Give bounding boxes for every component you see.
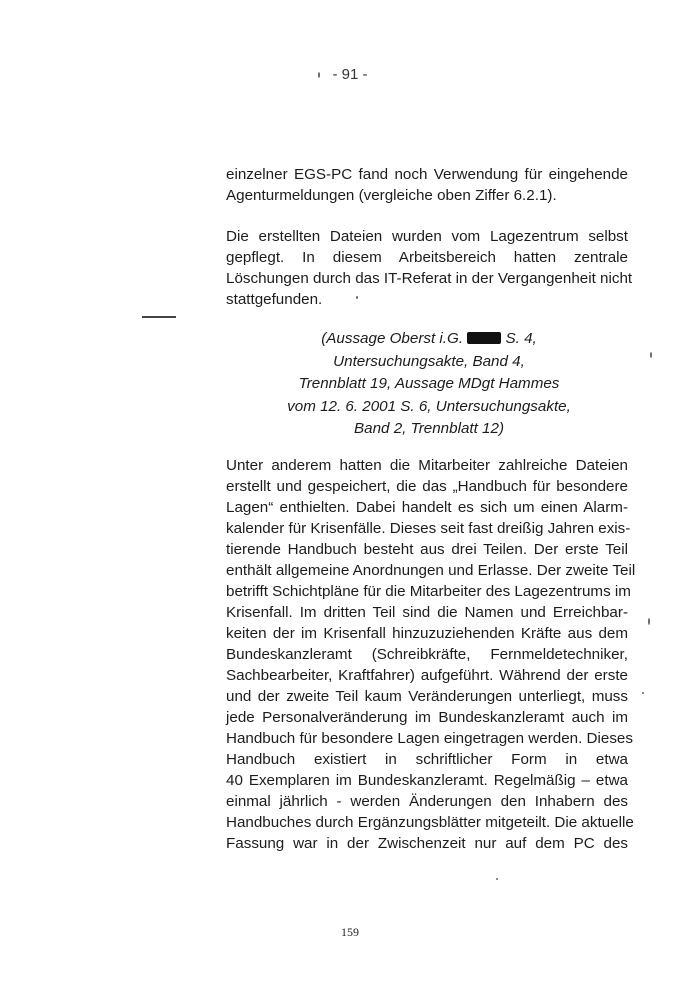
text-line: kalender für Krisenfälle. Dieses seit fast dreißig Jahren exis- — [226, 520, 631, 537]
scan-speck — [648, 618, 650, 625]
text-line: stattgefunden. — [226, 291, 323, 308]
paragraph-3 — [226, 455, 636, 854]
scan-speck — [318, 72, 320, 78]
text-line: jede Personalveränderung im Bundeskanzleramt auch im — [226, 709, 628, 726]
citation-block — [236, 328, 622, 441]
text-line: tierende Handbuch besteht aus drei Teilen. Der erste Teil — [226, 541, 628, 558]
citation-line: Untersuchungsakte, Band 4, — [333, 352, 525, 370]
paragraph-1 — [226, 164, 628, 206]
text-line: Handbuch existiert in schriftlicher Form in etwa — [226, 751, 628, 768]
text-line: gepflegt. In diesem Arbeitsbereich hatten zentrale — [226, 249, 628, 266]
text-line: Handbuches durch Ergänzungsblätter mitgeteilt. Die aktuelle — [226, 814, 634, 831]
text-line: Lagen“ enthielten. Dabei handelt es sich um einen Alarm- — [226, 499, 628, 516]
text-line: enthält allgemeine Anordnungen und Erlasse. Der zweite Teil — [226, 562, 636, 579]
text-line: Handbuch für besondere Lagen eingetragen werden. Dieses — [226, 730, 633, 747]
citation-text: S. 4, — [505, 330, 537, 347]
page-header-number: - 91 - — [332, 66, 368, 83]
text-line: Fassung war in der Zwischenzeit nur auf dem PC des — [226, 835, 628, 852]
citation-line: vom 12. 6. 2001 S. 6, Untersuchungsakte, — [287, 397, 571, 415]
text-line: Agenturmeldungen (vergleiche oben Ziffer 6.2.1). — [226, 187, 557, 204]
text-line: einmal jährlich - werden Änderungen den Inhabern des — [226, 793, 628, 810]
text-line: Die erstellten Dateien wurden vom Lagezentrum selbst — [226, 228, 628, 245]
scan-mark — [142, 316, 176, 318]
scan-speck — [356, 296, 358, 299]
citation-text: (Aussage Oberst i.G. — [321, 330, 464, 347]
text-line: Bundeskanzleramt (Schreibkräfte, Fernmeldetechniker, — [226, 646, 628, 663]
text-line: 40 Exemplaren im Bundeskanzleramt. Regelmäßig – etwa — [226, 772, 628, 789]
scan-speck — [650, 352, 652, 358]
text-line: Unter anderem hatten die Mitarbeiter zahlreiche Dateien — [226, 457, 628, 474]
text-line: einzelner EGS-PC fand noch Verwendung für eingehende — [226, 166, 628, 183]
redaction-bar — [467, 332, 501, 344]
citation-line: Trennblatt 19, Aussage MDgt Hammes — [298, 375, 560, 392]
scan-speck — [642, 692, 644, 694]
paragraph-2 — [226, 226, 633, 310]
text-line: betrifft Schichtpläne für die Mitarbeiter des Lagezentrums im — [226, 583, 631, 600]
text-line: und der zweite Teil kaum Veränderungen unterliegt, muss — [226, 688, 628, 705]
text-line: erstellt und gespeichert, die das „Handbuch für besondere — [226, 478, 628, 495]
text-line: Krisenfall. Im dritten Teil sind die Namen und Erreichbar- — [226, 604, 628, 621]
footer-page-number: 159 — [341, 925, 359, 939]
text-line: Löschungen durch das IT-Referat in der Vergangenheit nicht — [226, 270, 633, 287]
text-line: Sachbearbeiter, Kraftfahrer) aufgeführt. Während der erste — [226, 667, 628, 684]
scan-speck — [496, 878, 498, 880]
text-line: keiten der im Krisenfall hinzuzuziehenden Kräfte aus dem — [226, 625, 628, 642]
citation-line: Band 2, Trennblatt 12) — [354, 420, 504, 437]
citation-line — [236, 328, 622, 351]
